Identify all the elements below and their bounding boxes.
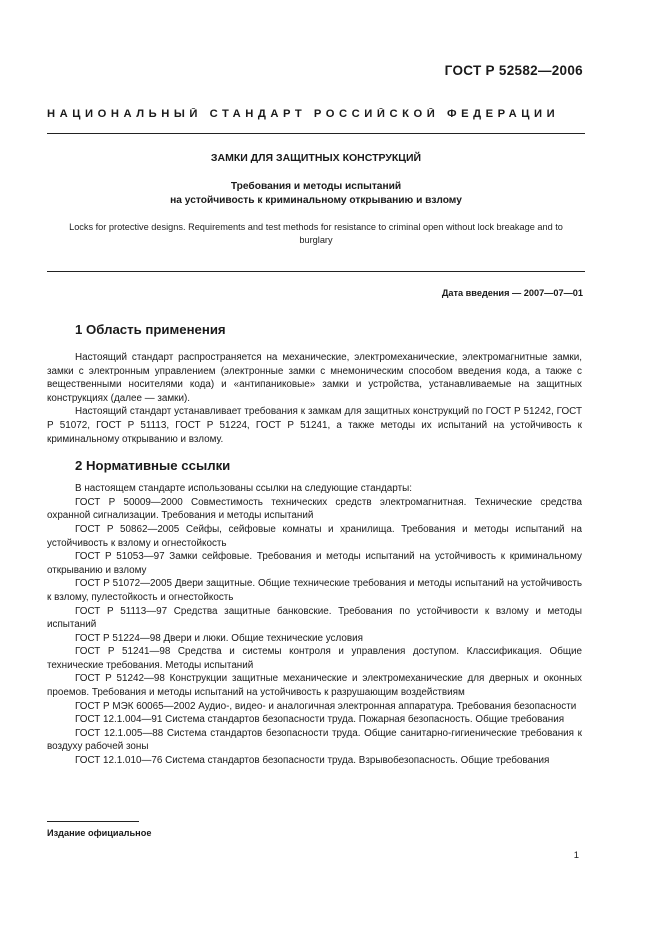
document-body xyxy=(47,322,582,768)
national-standard-heading: НАЦИОНАЛЬНЫЙ СТАНДАРТ РОССИЙСКОЙ ФЕДЕРАЦИИ xyxy=(47,108,560,120)
english-title: Locks for protective designs. Requirements and test methods for resistance to criminal open without lock breakage and to burglary xyxy=(69,222,563,245)
section-2-intro: В настоящем стандарте использованы ссылки на следующие стандарты: xyxy=(75,483,412,495)
reference-item: ГОСТ Р 51242—98 Конструкции защитные механические и электромеханические для дверных и оконных проемов. Требования и методы испытаний на устойчивость к разрушающим воздействиям xyxy=(47,673,582,699)
reference-item: ГОСТ 12.1.004—91 Система стандартов безопасности труда. Пожарная безопасность. Общие требования xyxy=(75,714,565,726)
reference-item: ГОСТ Р 50009—2000 Совместимость технических средств электромагнитная. Технические средства охранной сигнализации. Требования и методы испытаний xyxy=(47,496,582,522)
reference-item: ГОСТ Р 51224—98 Двери и люки. Общие технические условия xyxy=(75,632,363,644)
middle-divider xyxy=(47,271,585,272)
subtitle-line-2: на устойчивость к криминальному открыванию и взлому xyxy=(170,194,462,206)
reference-item: ГОСТ 12.1.005—88 Система стандартов безопасности труда. Общие санитарно-гигиенические требования к воздуху рабочей зоны xyxy=(47,727,582,753)
reference-item: ГОСТ Р 51241—98 Средства и системы контроля и управления доступом. Классификация. Общие технические требования. Методы испытаний xyxy=(47,646,582,671)
reference-item: ГОСТ Р 51113—97 Средства защитные банковские. Требования по устойчивости к взлому и методы испытаний xyxy=(47,605,582,631)
subtitle-line-1: Требования и методы испытаний xyxy=(230,181,402,192)
reference-item: ГОСТ Р 50862—2005 Сейфы, сейфовые комнаты и хранилища. Требования и методы испытаний на устойчивость к взлому и огнестойкость xyxy=(47,523,582,549)
reference-item: ГОСТ Р МЭК 60065—2002 Аудио-, видео- и аналогичная электронная аппаратура. Требования безопасности xyxy=(75,700,577,712)
section-2-title: 2 Нормативные ссылки xyxy=(75,458,231,474)
page-number: 1 xyxy=(573,850,579,861)
reference-item: ГОСТ Р 51072—2005 Двери защитные. Общие технические требования и методы испытаний на устойчивость к взлому, пулестойкость и огнестойкость xyxy=(47,578,582,603)
gost-number: ГОСТ Р 52582—2006 xyxy=(444,63,583,78)
official-edition-note: Издание официальное xyxy=(47,828,152,838)
reference-item: ГОСТ Р 51053—97 Замки сейфовые. Требования и методы испытаний на устойчивость к криминальному открыванию и взлому xyxy=(47,551,582,576)
introduction-date: Дата введения — 2007—07—01 xyxy=(441,288,583,298)
section-1-title: 1 Область применения xyxy=(75,322,226,337)
document-title: ЗАМКИ ДЛЯ ЗАЩИТНЫХ КОНСТРУКЦИЙ xyxy=(210,152,422,164)
reference-item: ГОСТ 12.1.010—76 Система стандартов безопасности труда. Взрывобезопасность. Общие требования xyxy=(75,755,550,767)
footer-divider xyxy=(47,821,139,822)
document-subtitle xyxy=(47,180,585,207)
section-1-paragraph: Настоящий стандарт распространяется на механические, электромеханические, электромагнитные замки, замки с электронным управлением (электронные замки с мнемоническим способом введения кода, а также с вещественными носителями кода) и «антипаниковые» замки и устройства, устанавливаемые на защитных конструкциях (далее — замки). xyxy=(47,352,582,404)
section-1-paragraph: Настоящий стандарт устанавливает требования к замкам для защитных конструкций по ГОСТ Р 51242, ГОСТ Р 51072, ГОСТ Р 51113, ГОСТ Р 51224, ГОСТ Р 51241, а также методы их испытаний на устойчивость к криминальному открыванию и взлому. xyxy=(47,406,582,445)
top-divider xyxy=(47,133,585,134)
